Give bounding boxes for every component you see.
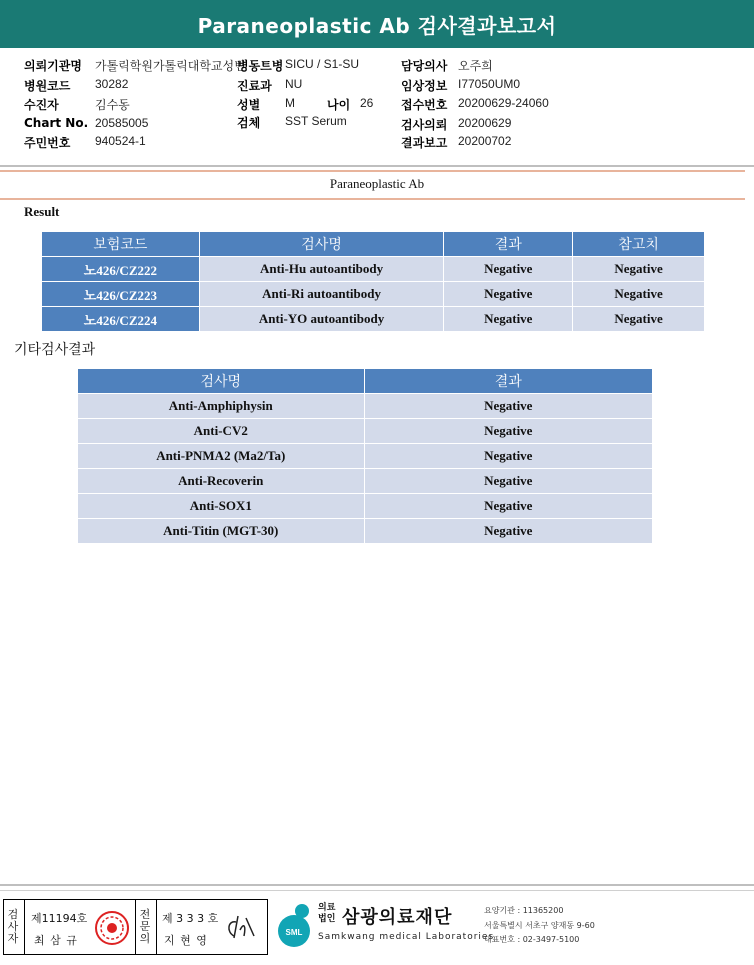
insurance-code-cell: 노426/CZ222 (42, 257, 200, 282)
dept-label: 진료과 (237, 79, 272, 93)
sex-label: 성별 (237, 98, 261, 112)
examiner-name: 최 삼 규 (34, 934, 78, 947)
institution-label: 의뢰기관명 (24, 59, 82, 73)
table-row (78, 444, 653, 469)
result-cell: Negative (364, 419, 652, 444)
report-label: 결과보고 (401, 136, 448, 150)
divider (0, 198, 745, 200)
table-row (78, 469, 653, 494)
chart-label: Chart No. (24, 116, 89, 130)
examiner-number: 제11194호 (31, 912, 88, 925)
specialist-name: 지 현 영 (164, 934, 208, 947)
test-name-cell: Anti-YO autoantibody (199, 307, 444, 332)
reference-cell: Negative (573, 307, 705, 332)
test-name-cell: Anti-PNMA2 (Ma2/Ta) (78, 444, 365, 469)
id-label: 주민번호 (24, 136, 71, 150)
age-value: 26 (360, 96, 374, 110)
hospital-code-label: 병원코드 (24, 79, 71, 93)
result-cell: Negative (444, 307, 573, 332)
org-address: 서울특별시 서초구 양재동 9-60 (484, 921, 595, 930)
sex-value: M (285, 96, 295, 110)
table-row (78, 519, 653, 544)
insurance-code-cell: 노426/CZ223 (42, 282, 200, 307)
receipt-label: 접수번호 (401, 98, 448, 112)
specimen-value: SST Serum (285, 114, 347, 128)
specimen-label: 검체 (237, 116, 261, 130)
table-header-row (42, 232, 705, 257)
dept-value: NU (285, 77, 303, 91)
specialist-number: 제 3 3 3 호 (162, 912, 219, 925)
column-header: 참고치 (573, 232, 705, 257)
patient-info (0, 48, 754, 163)
sml-logo-icon (272, 901, 316, 949)
result-cell: Negative (444, 282, 573, 307)
divider (0, 170, 745, 172)
test-name-cell: Anti-Amphiphysin (78, 394, 365, 419)
signature-icon (224, 912, 260, 942)
main-result-table (41, 231, 705, 332)
insurance-code-cell: 노426/CZ224 (42, 307, 200, 332)
org-phone: 대표번호 : 02-3497-5100 (484, 935, 580, 944)
request-value: 20200629 (458, 116, 512, 130)
column-header: 검사명 (78, 369, 365, 394)
result-cell: Negative (364, 394, 652, 419)
logo-text: SML (285, 928, 303, 937)
column-header: 결과 (444, 232, 573, 257)
table-row (42, 307, 705, 332)
table-header-row (78, 369, 653, 394)
table-row (42, 282, 705, 307)
section-title: Paraneoplastic Ab (329, 176, 425, 191)
examiner-label: 검사자 (7, 908, 19, 945)
table-row (78, 394, 653, 419)
reference-cell: Negative (573, 282, 705, 307)
result-cell: Negative (364, 519, 652, 544)
ward-label: 병동트병 (237, 59, 284, 73)
footer-divider (0, 884, 754, 886)
clinical-label: 임상정보 (401, 79, 448, 93)
footer-divider (0, 890, 754, 891)
org-logo (272, 899, 752, 955)
test-name-cell: Anti-Ri autoantibody (199, 282, 444, 307)
chart-value: 20585005 (95, 116, 149, 130)
specialist-label: 전문의 (139, 908, 151, 945)
result-cell: Negative (364, 494, 652, 519)
patient-value: 김수동 (95, 98, 130, 112)
patient-label: 수진자 (24, 98, 59, 112)
table-row (78, 419, 653, 444)
other-result-table (77, 368, 653, 544)
signature-box (3, 899, 268, 955)
org-prefix: 의료 법인 (318, 903, 336, 924)
examiner-seal-icon (94, 910, 130, 946)
table-row (42, 257, 705, 282)
request-label: 검사의뢰 (401, 118, 448, 132)
doctor-label: 담당의사 (401, 59, 448, 73)
report-title: Paraneoplastic Ab 검사결과보고서 (0, 0, 754, 48)
age-label: 나이 (327, 98, 351, 112)
result-cell: Negative (364, 469, 652, 494)
institution-value: 가톨릭학원가톨릭대학교성빈 (95, 59, 246, 73)
result-cell: Negative (444, 257, 573, 282)
receipt-value: 20200629-24060 (458, 96, 549, 110)
result-label: Result (24, 204, 60, 219)
doctor-value: 오주희 (458, 59, 493, 73)
org-code: 요양기관 : 11365200 (484, 906, 564, 915)
test-name-cell: Anti-Titin (MGT-30) (78, 519, 365, 544)
org-english-name: Samkwang medical Laboratories (318, 932, 495, 942)
reference-cell: Negative (573, 257, 705, 282)
id-value: 940524-1 (95, 134, 146, 148)
column-header: 결과 (364, 369, 652, 394)
column-header: 보험코드 (42, 232, 200, 257)
test-name-cell: Anti-Hu autoantibody (199, 257, 444, 282)
test-name-cell: Anti-Recoverin (78, 469, 365, 494)
org-name: 삼광의료재단 (342, 907, 453, 928)
ward-value: SICU / S1-SU (285, 57, 360, 71)
test-name-cell: Anti-SOX1 (78, 494, 365, 519)
clinical-value: I77050UM0 (458, 77, 521, 91)
hospital-code-value: 30282 (95, 77, 129, 91)
divider (0, 165, 754, 167)
test-name-cell: Anti-CV2 (78, 419, 365, 444)
column-header: 검사명 (199, 232, 444, 257)
other-tests-label: 기타검사결과 (14, 342, 96, 358)
report-value: 20200702 (458, 134, 512, 148)
table-row (78, 494, 653, 519)
result-cell: Negative (364, 444, 652, 469)
